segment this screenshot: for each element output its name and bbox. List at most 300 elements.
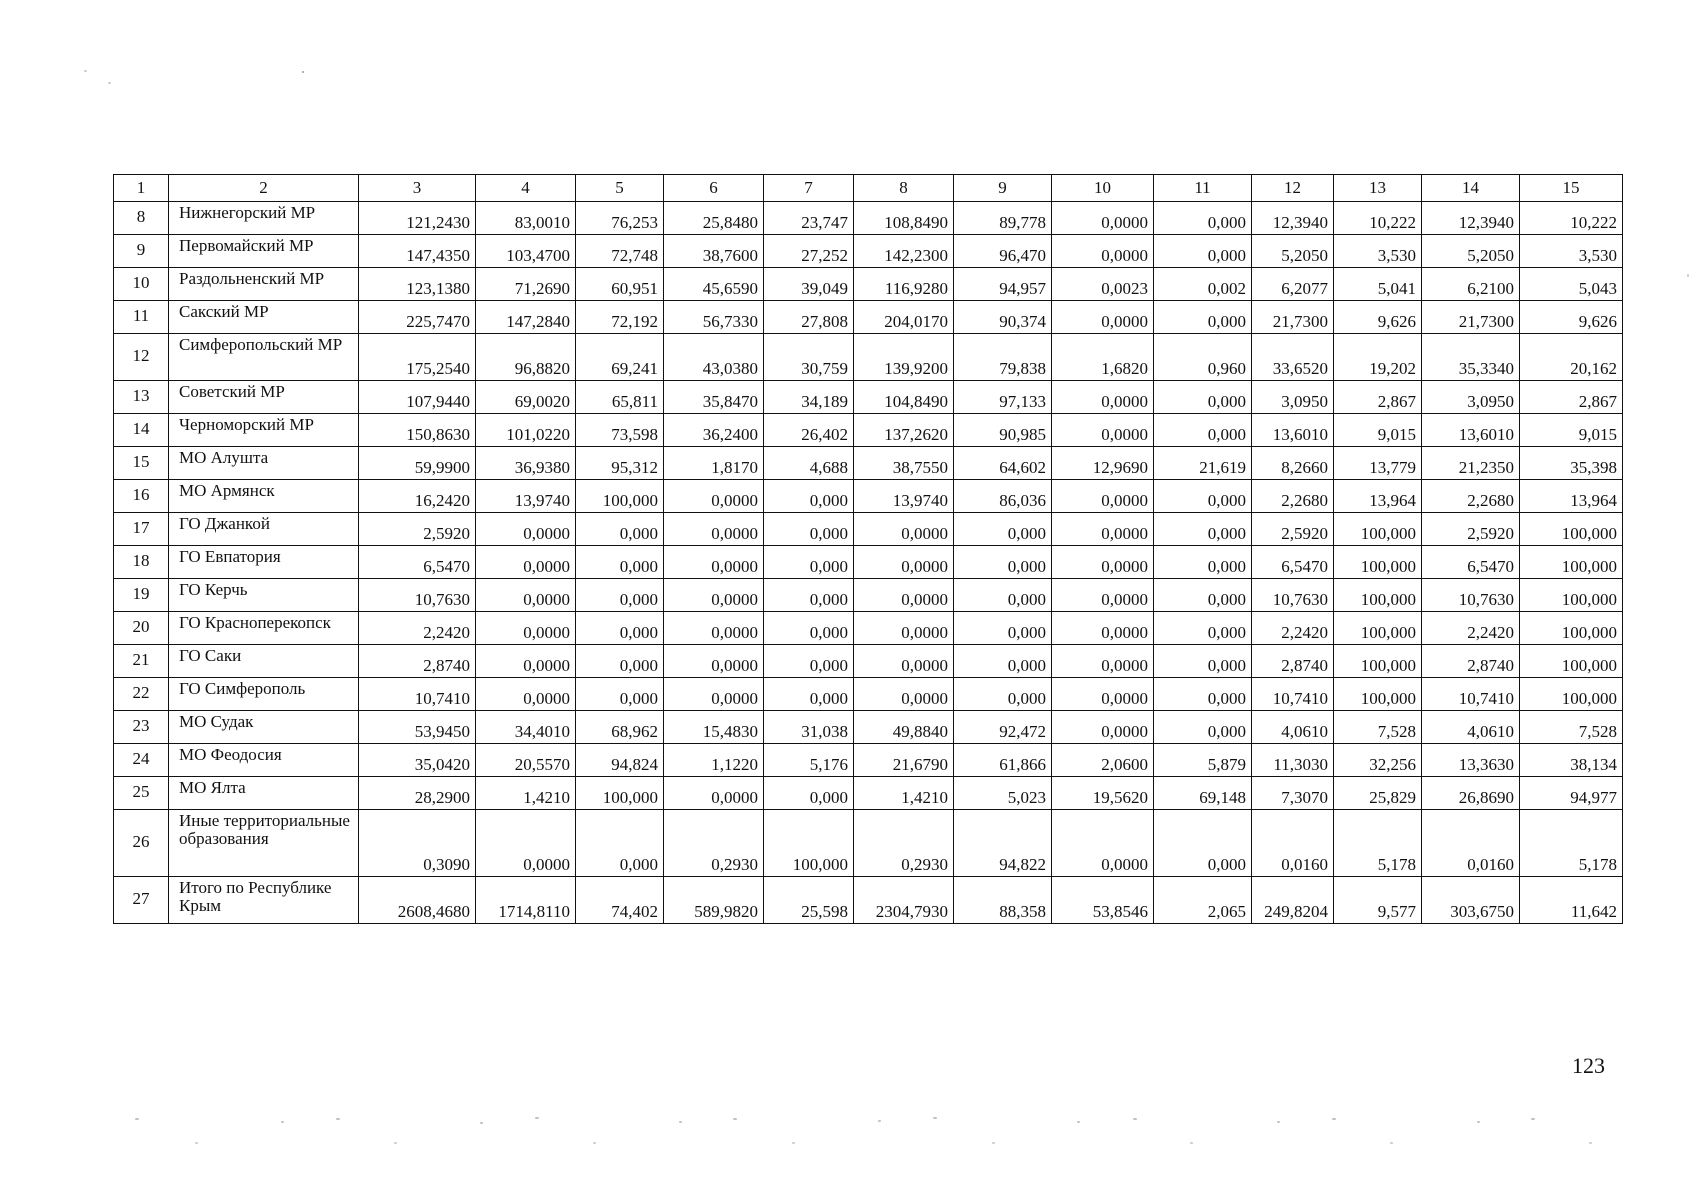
value-cell-col-3: 10,7410 <box>359 678 476 711</box>
value-cell-col-8: 13,9740 <box>854 480 954 513</box>
value-cell-col-14: 12,3940 <box>1422 202 1520 235</box>
value-cell-col-10: 0,0000 <box>1052 612 1154 645</box>
value-cell-col-9: 94,822 <box>954 810 1052 877</box>
value-cell-col-8: 1,4210 <box>854 777 954 810</box>
scan-speck <box>336 1118 340 1120</box>
value-cell-col-4: 69,0020 <box>476 381 576 414</box>
value-cell-col-3: 175,2540 <box>359 334 476 381</box>
scan-speck <box>1133 1118 1137 1120</box>
value-cell-col-6: 1,8170 <box>664 447 764 480</box>
value-cell-col-10: 2,0600 <box>1052 744 1154 777</box>
value-cell-col-11: 0,000 <box>1154 579 1252 612</box>
value-cell-col-13: 9,015 <box>1334 414 1422 447</box>
row-number-cell: 27 <box>114 877 169 924</box>
page-number: 123 <box>1572 1053 1605 1078</box>
value-cell-col-9: 92,472 <box>954 711 1052 744</box>
scan-speck <box>1190 1142 1193 1144</box>
value-cell-col-15: 38,134 <box>1520 744 1623 777</box>
value-cell-col-5: 0,000 <box>576 579 664 612</box>
value-cell-col-14: 26,8690 <box>1422 777 1520 810</box>
column-header-1: 1 <box>114 175 169 202</box>
column-header-10: 10 <box>1052 175 1154 202</box>
value-cell-col-9: 97,133 <box>954 381 1052 414</box>
value-cell-col-15: 20,162 <box>1520 334 1623 381</box>
value-cell-col-14: 10,7410 <box>1422 678 1520 711</box>
value-cell-col-7: 0,000 <box>764 480 854 513</box>
value-cell-col-12: 12,3940 <box>1252 202 1334 235</box>
value-cell-col-3: 2,5920 <box>359 513 476 546</box>
value-cell-col-3: 2,2420 <box>359 612 476 645</box>
value-cell-col-13: 3,530 <box>1334 235 1422 268</box>
value-cell-col-13: 9,577 <box>1334 877 1422 924</box>
row-number-cell: 20 <box>114 612 169 645</box>
value-cell-col-7: 31,038 <box>764 711 854 744</box>
value-cell-col-10: 0,0000 <box>1052 513 1154 546</box>
value-cell-col-4: 34,4010 <box>476 711 576 744</box>
municipality-name-cell: Иные территориальные образования <box>169 810 359 877</box>
column-header-2: 2 <box>169 175 359 202</box>
value-cell-col-3: 150,8630 <box>359 414 476 447</box>
value-cell-col-4: 0,0000 <box>476 645 576 678</box>
value-cell-col-11: 0,000 <box>1154 414 1252 447</box>
municipality-name-cell: ГО Керчь <box>169 579 359 612</box>
municipality-name-cell: МО Судак <box>169 711 359 744</box>
value-cell-col-5: 65,811 <box>576 381 664 414</box>
value-cell-col-13: 9,626 <box>1334 301 1422 334</box>
value-cell-col-14: 21,7300 <box>1422 301 1520 334</box>
table-row <box>114 301 1623 334</box>
column-header-9: 9 <box>954 175 1052 202</box>
table-row <box>114 711 1623 744</box>
value-cell-col-6: 35,8470 <box>664 381 764 414</box>
value-cell-col-8: 0,0000 <box>854 546 954 579</box>
row-number-cell: 22 <box>114 678 169 711</box>
value-cell-col-7: 26,402 <box>764 414 854 447</box>
value-cell-col-4: 103,4700 <box>476 235 576 268</box>
scan-speck <box>1687 274 1689 277</box>
municipality-name-cell: Сакский МР <box>169 301 359 334</box>
value-cell-col-15: 3,530 <box>1520 235 1623 268</box>
table-row <box>114 579 1623 612</box>
value-cell-col-15: 5,043 <box>1520 268 1623 301</box>
value-cell-col-15: 35,398 <box>1520 447 1623 480</box>
value-cell-col-11: 0,000 <box>1154 381 1252 414</box>
value-cell-col-8: 38,7550 <box>854 447 954 480</box>
scan-speck <box>1332 1118 1336 1120</box>
value-cell-col-15: 100,000 <box>1520 678 1623 711</box>
value-cell-col-6: 1,1220 <box>664 744 764 777</box>
row-number-cell: 11 <box>114 301 169 334</box>
value-cell-col-3: 6,5470 <box>359 546 476 579</box>
column-header-7: 7 <box>764 175 854 202</box>
value-cell-col-11: 0,000 <box>1154 546 1252 579</box>
table-header <box>114 175 1623 202</box>
value-cell-col-14: 0,0160 <box>1422 810 1520 877</box>
table-row <box>114 480 1623 513</box>
table-row <box>114 777 1623 810</box>
municipality-name-cell: МО Армянск <box>169 480 359 513</box>
table-row <box>114 235 1623 268</box>
value-cell-col-5: 68,962 <box>576 711 664 744</box>
value-cell-col-11: 0,000 <box>1154 202 1252 235</box>
table-row <box>114 414 1623 447</box>
table-row <box>114 877 1623 924</box>
value-cell-col-12: 10,7410 <box>1252 678 1334 711</box>
table-row <box>114 447 1623 480</box>
value-cell-col-10: 0,0000 <box>1052 711 1154 744</box>
row-number-cell: 13 <box>114 381 169 414</box>
table-row <box>114 678 1623 711</box>
value-cell-col-10: 0,0000 <box>1052 579 1154 612</box>
row-number-cell: 10 <box>114 268 169 301</box>
value-cell-col-5: 0,000 <box>576 513 664 546</box>
value-cell-col-3: 2608,4680 <box>359 877 476 924</box>
value-cell-col-3: 147,4350 <box>359 235 476 268</box>
value-cell-col-12: 2,8740 <box>1252 645 1334 678</box>
value-cell-col-9: 61,866 <box>954 744 1052 777</box>
value-cell-col-7: 5,176 <box>764 744 854 777</box>
table-row <box>114 645 1623 678</box>
value-cell-col-11: 2,065 <box>1154 877 1252 924</box>
value-cell-col-4: 0,0000 <box>476 678 576 711</box>
municipality-name-cell: Нижнегорский МР <box>169 202 359 235</box>
municipality-name-cell: МО Ялта <box>169 777 359 810</box>
scan-speck <box>1277 1121 1280 1123</box>
value-cell-col-11: 0,000 <box>1154 711 1252 744</box>
value-cell-col-12: 6,2077 <box>1252 268 1334 301</box>
table-row <box>114 810 1623 877</box>
value-cell-col-7: 100,000 <box>764 810 854 877</box>
value-cell-col-10: 12,9690 <box>1052 447 1154 480</box>
municipality-name-cell: Черноморский МР <box>169 414 359 447</box>
value-cell-col-7: 0,000 <box>764 513 854 546</box>
value-cell-col-12: 2,5920 <box>1252 513 1334 546</box>
row-number-cell: 21 <box>114 645 169 678</box>
value-cell-col-8: 204,0170 <box>854 301 954 334</box>
value-cell-col-14: 35,3340 <box>1422 334 1520 381</box>
value-cell-col-6: 56,7330 <box>664 301 764 334</box>
value-cell-col-12: 2,2420 <box>1252 612 1334 645</box>
value-cell-col-6: 36,2400 <box>664 414 764 447</box>
value-cell-col-9: 79,838 <box>954 334 1052 381</box>
value-cell-col-9: 0,000 <box>954 546 1052 579</box>
value-cell-col-8: 49,8840 <box>854 711 954 744</box>
value-cell-col-12: 7,3070 <box>1252 777 1334 810</box>
row-number-cell: 15 <box>114 447 169 480</box>
value-cell-col-10: 0,0000 <box>1052 480 1154 513</box>
value-cell-col-15: 100,000 <box>1520 612 1623 645</box>
value-cell-col-7: 0,000 <box>764 546 854 579</box>
value-cell-col-9: 0,000 <box>954 645 1052 678</box>
value-cell-col-11: 0,002 <box>1154 268 1252 301</box>
value-cell-col-9: 94,957 <box>954 268 1052 301</box>
value-cell-col-7: 27,252 <box>764 235 854 268</box>
value-cell-col-13: 10,222 <box>1334 202 1422 235</box>
municipality-name-cell: МО Алушта <box>169 447 359 480</box>
municipality-name-cell: Итого по Республике Крым <box>169 877 359 924</box>
value-cell-col-8: 0,0000 <box>854 678 954 711</box>
value-cell-col-14: 5,2050 <box>1422 235 1520 268</box>
row-number-cell: 17 <box>114 513 169 546</box>
column-header-5: 5 <box>576 175 664 202</box>
row-number-cell: 23 <box>114 711 169 744</box>
value-cell-col-8: 0,2930 <box>854 810 954 877</box>
value-cell-col-15: 100,000 <box>1520 579 1623 612</box>
scan-speck <box>1589 1142 1592 1144</box>
value-cell-col-15: 2,867 <box>1520 381 1623 414</box>
value-cell-col-5: 100,000 <box>576 480 664 513</box>
table-row <box>114 268 1623 301</box>
row-number-cell: 14 <box>114 414 169 447</box>
value-cell-col-13: 100,000 <box>1334 678 1422 711</box>
value-cell-col-11: 0,000 <box>1154 513 1252 546</box>
value-cell-col-6: 0,0000 <box>664 513 764 546</box>
value-cell-col-14: 13,6010 <box>1422 414 1520 447</box>
value-cell-col-12: 4,0610 <box>1252 711 1334 744</box>
value-cell-col-10: 0,0000 <box>1052 678 1154 711</box>
column-header-14: 14 <box>1422 175 1520 202</box>
municipality-name-cell: ГО Симферополь <box>169 678 359 711</box>
value-cell-col-6: 43,0380 <box>664 334 764 381</box>
row-number-cell: 19 <box>114 579 169 612</box>
table-row <box>114 513 1623 546</box>
value-cell-col-4: 101,0220 <box>476 414 576 447</box>
value-cell-col-14: 4,0610 <box>1422 711 1520 744</box>
value-cell-col-4: 0,0000 <box>476 513 576 546</box>
value-cell-col-15: 7,528 <box>1520 711 1623 744</box>
value-cell-col-3: 53,9450 <box>359 711 476 744</box>
value-cell-col-10: 19,5620 <box>1052 777 1154 810</box>
column-header-4: 4 <box>476 175 576 202</box>
value-cell-col-7: 0,000 <box>764 777 854 810</box>
value-cell-col-13: 100,000 <box>1334 645 1422 678</box>
value-cell-col-11: 0,000 <box>1154 810 1252 877</box>
value-cell-col-14: 2,2420 <box>1422 612 1520 645</box>
value-cell-col-4: 20,5570 <box>476 744 576 777</box>
value-cell-col-14: 10,7630 <box>1422 579 1520 612</box>
value-cell-col-7: 30,759 <box>764 334 854 381</box>
municipality-name-cell: МО Феодосия <box>169 744 359 777</box>
column-header-15: 15 <box>1520 175 1623 202</box>
value-cell-col-14: 6,2100 <box>1422 268 1520 301</box>
scan-speck <box>281 1121 284 1123</box>
value-cell-col-10: 0,0000 <box>1052 810 1154 877</box>
value-cell-col-12: 11,3030 <box>1252 744 1334 777</box>
value-cell-col-3: 59,9900 <box>359 447 476 480</box>
value-cell-col-8: 116,9280 <box>854 268 954 301</box>
value-cell-col-4: 0,0000 <box>476 612 576 645</box>
value-cell-col-5: 76,253 <box>576 202 664 235</box>
value-cell-col-3: 225,7470 <box>359 301 476 334</box>
municipality-name-cell: ГО Евпатория <box>169 546 359 579</box>
value-cell-col-11: 0,000 <box>1154 480 1252 513</box>
value-cell-col-4: 0,0000 <box>476 579 576 612</box>
value-cell-col-14: 303,6750 <box>1422 877 1520 924</box>
value-cell-col-11: 0,000 <box>1154 678 1252 711</box>
value-cell-col-11: 21,619 <box>1154 447 1252 480</box>
column-header-8: 8 <box>854 175 954 202</box>
value-cell-col-5: 0,000 <box>576 612 664 645</box>
value-cell-col-4: 1,4210 <box>476 777 576 810</box>
value-cell-col-8: 2304,7930 <box>854 877 954 924</box>
scan-speck <box>135 1118 139 1120</box>
scan-speck <box>195 1142 198 1144</box>
value-cell-col-7: 0,000 <box>764 678 854 711</box>
value-cell-col-7: 39,049 <box>764 268 854 301</box>
value-cell-col-10: 1,6820 <box>1052 334 1154 381</box>
municipality-name-cell: Советский МР <box>169 381 359 414</box>
value-cell-col-12: 13,6010 <box>1252 414 1334 447</box>
value-cell-col-7: 0,000 <box>764 612 854 645</box>
value-cell-col-5: 69,241 <box>576 334 664 381</box>
column-header-3: 3 <box>359 175 476 202</box>
value-cell-col-9: 96,470 <box>954 235 1052 268</box>
value-cell-col-9: 0,000 <box>954 579 1052 612</box>
table-row <box>114 612 1623 645</box>
value-cell-col-14: 2,8740 <box>1422 645 1520 678</box>
municipality-name-cell: ГО Саки <box>169 645 359 678</box>
value-cell-col-6: 0,0000 <box>664 678 764 711</box>
value-cell-col-5: 72,192 <box>576 301 664 334</box>
value-cell-col-5: 0,000 <box>576 810 664 877</box>
value-cell-col-5: 0,000 <box>576 546 664 579</box>
value-cell-col-11: 0,000 <box>1154 612 1252 645</box>
value-cell-col-6: 25,8480 <box>664 202 764 235</box>
value-cell-col-8: 0,0000 <box>854 645 954 678</box>
row-number-cell: 25 <box>114 777 169 810</box>
value-cell-col-3: 123,1380 <box>359 268 476 301</box>
value-cell-col-13: 13,964 <box>1334 480 1422 513</box>
value-cell-col-13: 100,000 <box>1334 612 1422 645</box>
value-cell-col-9: 5,023 <box>954 777 1052 810</box>
value-cell-col-7: 23,747 <box>764 202 854 235</box>
value-cell-col-10: 53,8546 <box>1052 877 1154 924</box>
value-cell-col-8: 137,2620 <box>854 414 954 447</box>
value-cell-col-13: 5,178 <box>1334 810 1422 877</box>
value-cell-col-4: 0,0000 <box>476 546 576 579</box>
value-cell-col-9: 86,036 <box>954 480 1052 513</box>
value-cell-col-9: 0,000 <box>954 612 1052 645</box>
value-cell-col-13: 100,000 <box>1334 579 1422 612</box>
value-cell-col-10: 0,0000 <box>1052 235 1154 268</box>
value-cell-col-8: 0,0000 <box>854 513 954 546</box>
municipality-name-cell: ГО Красноперекопск <box>169 612 359 645</box>
value-cell-col-6: 0,0000 <box>664 612 764 645</box>
value-cell-col-6: 15,4830 <box>664 711 764 744</box>
value-cell-col-3: 35,0420 <box>359 744 476 777</box>
table-row <box>114 381 1623 414</box>
value-cell-col-8: 104,8490 <box>854 381 954 414</box>
value-cell-col-4: 13,9740 <box>476 480 576 513</box>
value-cell-col-9: 0,000 <box>954 678 1052 711</box>
value-cell-col-4: 71,2690 <box>476 268 576 301</box>
value-cell-col-14: 21,2350 <box>1422 447 1520 480</box>
column-header-6: 6 <box>664 175 764 202</box>
value-cell-col-14: 13,3630 <box>1422 744 1520 777</box>
scan-speck <box>679 1121 682 1123</box>
value-cell-col-5: 0,000 <box>576 645 664 678</box>
value-cell-col-15: 100,000 <box>1520 513 1623 546</box>
row-number-cell: 16 <box>114 480 169 513</box>
scan-speck <box>792 1142 795 1144</box>
value-cell-col-15: 11,642 <box>1520 877 1623 924</box>
value-cell-col-7: 27,808 <box>764 301 854 334</box>
scan-speck <box>84 70 87 72</box>
value-cell-col-12: 8,2660 <box>1252 447 1334 480</box>
scan-speck <box>878 1120 881 1122</box>
value-cell-col-10: 0,0000 <box>1052 202 1154 235</box>
scan-speck <box>933 1117 937 1119</box>
header-row <box>114 175 1623 202</box>
value-cell-col-11: 0,000 <box>1154 235 1252 268</box>
data-table <box>113 174 1623 924</box>
value-cell-col-4: 0,0000 <box>476 810 576 877</box>
value-cell-col-9: 90,374 <box>954 301 1052 334</box>
municipality-name-cell: Первомайский МР <box>169 235 359 268</box>
value-cell-col-13: 19,202 <box>1334 334 1422 381</box>
value-cell-col-5: 0,000 <box>576 678 664 711</box>
value-cell-col-7: 0,000 <box>764 645 854 678</box>
value-cell-col-3: 0,3090 <box>359 810 476 877</box>
scan-speck <box>394 1142 397 1144</box>
value-cell-col-15: 100,000 <box>1520 546 1623 579</box>
value-cell-col-9: 64,602 <box>954 447 1052 480</box>
row-number-cell: 8 <box>114 202 169 235</box>
value-cell-col-5: 73,598 <box>576 414 664 447</box>
value-cell-col-12: 21,7300 <box>1252 301 1334 334</box>
value-cell-col-6: 0,0000 <box>664 480 764 513</box>
value-cell-col-10: 0,0000 <box>1052 546 1154 579</box>
value-cell-col-8: 0,0000 <box>854 579 954 612</box>
value-cell-col-15: 13,964 <box>1520 480 1623 513</box>
value-cell-col-9: 88,358 <box>954 877 1052 924</box>
value-cell-col-12: 6,5470 <box>1252 546 1334 579</box>
value-cell-col-6: 0,0000 <box>664 777 764 810</box>
value-cell-col-12: 10,7630 <box>1252 579 1334 612</box>
value-cell-col-5: 95,312 <box>576 447 664 480</box>
value-cell-col-10: 0,0000 <box>1052 645 1154 678</box>
value-cell-col-6: 0,0000 <box>664 546 764 579</box>
value-cell-col-6: 0,0000 <box>664 579 764 612</box>
row-number-cell: 24 <box>114 744 169 777</box>
scan-speck <box>1077 1121 1080 1123</box>
value-cell-col-4: 147,2840 <box>476 301 576 334</box>
value-cell-col-4: 83,0010 <box>476 202 576 235</box>
value-cell-col-15: 100,000 <box>1520 645 1623 678</box>
value-cell-col-3: 28,2900 <box>359 777 476 810</box>
value-cell-col-12: 0,0160 <box>1252 810 1334 877</box>
table-body <box>114 202 1623 924</box>
value-cell-col-14: 3,0950 <box>1422 381 1520 414</box>
value-cell-col-14: 6,5470 <box>1422 546 1520 579</box>
value-cell-col-4: 36,9380 <box>476 447 576 480</box>
value-cell-col-7: 25,598 <box>764 877 854 924</box>
value-cell-col-3: 2,8740 <box>359 645 476 678</box>
column-header-11: 11 <box>1154 175 1252 202</box>
value-cell-col-10: 0,0023 <box>1052 268 1154 301</box>
row-number-cell: 9 <box>114 235 169 268</box>
value-cell-col-4: 1714,8110 <box>476 877 576 924</box>
value-cell-col-13: 25,829 <box>1334 777 1422 810</box>
value-cell-col-11: 0,000 <box>1154 645 1252 678</box>
value-cell-col-3: 121,2430 <box>359 202 476 235</box>
column-header-12: 12 <box>1252 175 1334 202</box>
value-cell-col-4: 96,8820 <box>476 334 576 381</box>
value-cell-col-3: 16,2420 <box>359 480 476 513</box>
value-cell-col-9: 89,778 <box>954 202 1052 235</box>
value-cell-col-12: 2,2680 <box>1252 480 1334 513</box>
value-cell-col-12: 3,0950 <box>1252 381 1334 414</box>
